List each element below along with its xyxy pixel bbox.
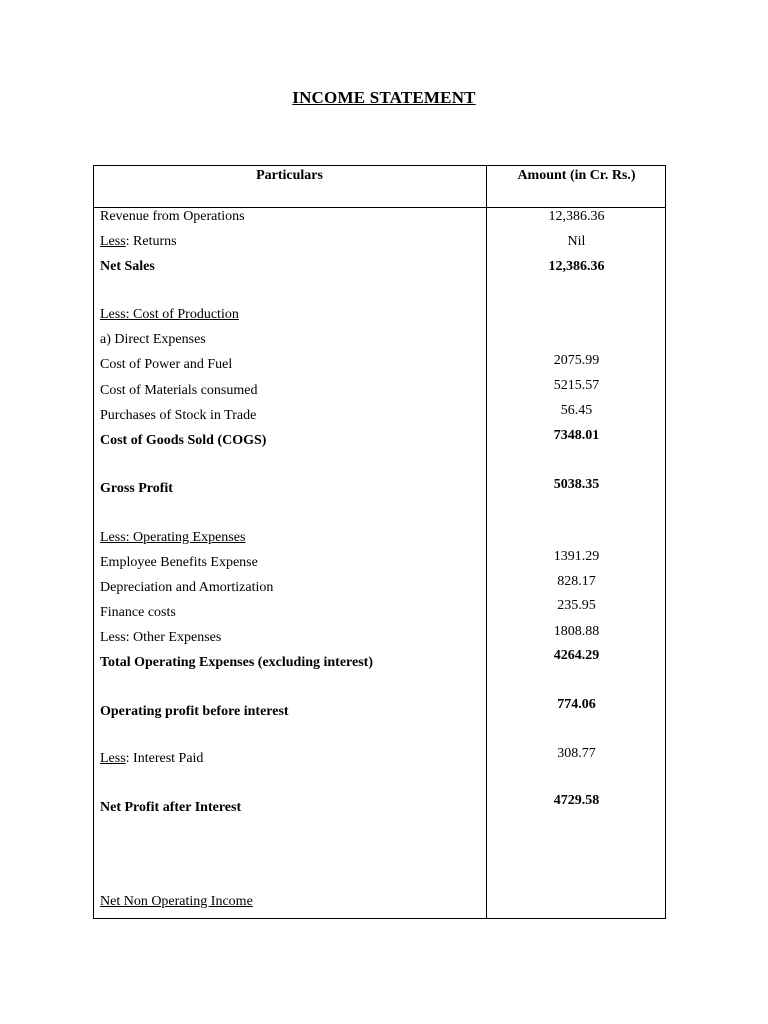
row-label-net-sales: Net Sales bbox=[100, 259, 155, 274]
row-amount-cogs: 7348.01 bbox=[553, 428, 600, 443]
row-label-power-fuel: Cost of Power and Fuel bbox=[100, 357, 233, 372]
row-label-operating-profit: Operating profit before interest bbox=[100, 704, 289, 719]
row-amount-employee-benefits: 1391.29 bbox=[553, 549, 600, 564]
row-amount-total-operating-expenses: 4264.29 bbox=[553, 648, 600, 663]
less-prefix: Less bbox=[100, 751, 126, 766]
row-amount-purchases: 56.45 bbox=[560, 403, 593, 418]
header-amount: Amount (in Cr. Rs.) bbox=[517, 168, 636, 183]
row-label-finance-costs: Finance costs bbox=[100, 605, 176, 620]
row-amount-depreciation: 828.17 bbox=[557, 574, 596, 589]
row-amount-other-expenses: 1808.88 bbox=[553, 624, 600, 639]
row-label-cogs: Cost of Goods Sold (COGS) bbox=[100, 433, 267, 448]
row-label-gross-profit: Gross Profit bbox=[100, 481, 173, 496]
row-label-other-expenses: Less: Other Expenses bbox=[100, 630, 222, 645]
row-label-purchases: Purchases of Stock in Trade bbox=[100, 408, 257, 423]
row-amount-finance-costs: 235.95 bbox=[557, 598, 596, 613]
row-label-net-non-operating-income: Net Non Operating Income bbox=[100, 894, 253, 909]
less-prefix: Less bbox=[100, 234, 126, 249]
row-label-returns bbox=[100, 234, 177, 250]
row-amount-power-fuel: 2075.99 bbox=[553, 353, 600, 368]
row-label-net-profit: Net Profit after Interest bbox=[100, 800, 242, 815]
row-label-employee-benefits: Employee Benefits Expense bbox=[100, 555, 258, 570]
row-label-interest-paid bbox=[100, 751, 203, 767]
header-particulars: Particulars bbox=[256, 168, 323, 183]
row-label-total-operating-expenses: Total Operating Expenses (excluding interest) bbox=[100, 655, 374, 670]
row-amount-operating-profit: 774.06 bbox=[557, 697, 596, 712]
header-divider bbox=[93, 207, 666, 208]
row-label-direct-expenses: a) Direct Expenses bbox=[100, 332, 206, 347]
row-label-materials: Cost of Materials consumed bbox=[100, 383, 258, 398]
returns-label: : Returns bbox=[125, 234, 177, 249]
row-amount-revenue: 12,386.36 bbox=[548, 209, 605, 224]
row-label-cost-of-production: Less: Cost of Production bbox=[100, 307, 239, 322]
row-amount-net-sales: 12,386.36 bbox=[548, 259, 605, 274]
row-label-depreciation: Depreciation and Amortization bbox=[100, 580, 274, 595]
row-label-revenue: Revenue from Operations bbox=[100, 209, 245, 224]
row-amount-gross-profit: 5038.35 bbox=[553, 477, 600, 492]
row-amount-materials: 5215.57 bbox=[553, 378, 600, 393]
row-label-operating-expenses: Less: Operating Expenses bbox=[100, 530, 246, 545]
row-amount-net-profit: 4729.58 bbox=[553, 793, 600, 808]
row-amount-interest-paid: 308.77 bbox=[557, 746, 596, 761]
row-amount-returns: Nil bbox=[567, 234, 586, 249]
interest-paid-label: : Interest Paid bbox=[125, 751, 204, 766]
page-title: INCOME STATEMENT bbox=[292, 88, 476, 107]
